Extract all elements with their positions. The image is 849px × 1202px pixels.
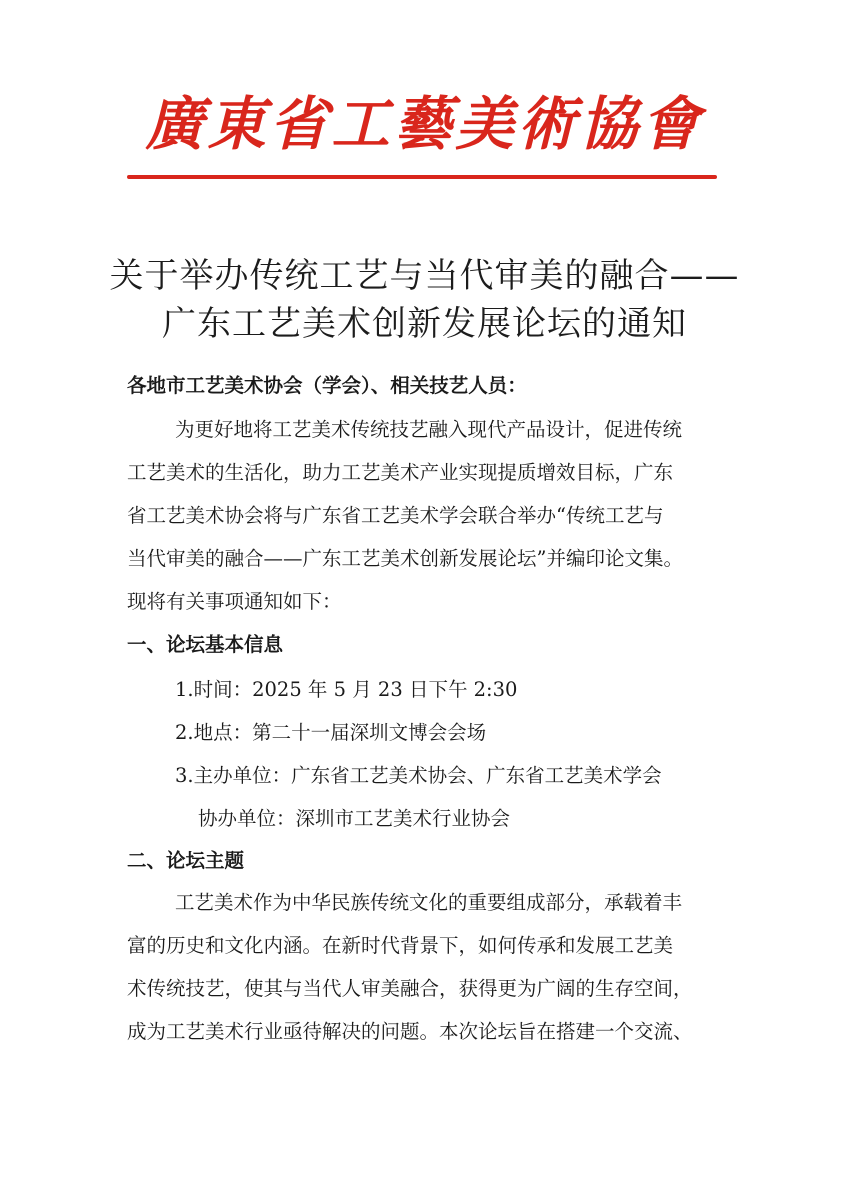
- section-2-heading: 二、论坛主题: [127, 849, 245, 872]
- theme-line: 成为工艺美术行业亟待解决的问题。本次论坛旨在搭建一个交流、: [127, 1020, 693, 1043]
- section-1-heading: 一、论坛基本信息: [127, 633, 284, 656]
- intro-line: 工艺美术的生活化，助力工艺美术产业实现提质增效目标，广东: [127, 461, 674, 484]
- info-item-co-organizer: 协办单位：深圳市工艺美术行业协会: [198, 807, 511, 830]
- info-item-time: 1.时间：2025 年 5 月 23 日下午 2:30: [175, 678, 518, 701]
- document-title-line-1: 关于举办传统工艺与当代审美的融合——: [109, 256, 740, 296]
- theme-line: 工艺美术作为中华民族传统文化的重要组成部分，承载着丰: [175, 891, 683, 914]
- intro-line: 省工艺美术协会将与广东省工艺美术学会联合举办“传统工艺与: [127, 504, 664, 527]
- letterhead-red-rule: [127, 175, 717, 179]
- intro-line: 现将有关事项通知如下：: [127, 590, 342, 613]
- intro-line: 当代审美的融合——广东工艺美术创新发展论坛”并编印论文集。: [127, 547, 683, 570]
- info-item-venue: 2.地点：第二十一届深圳文博会会场: [175, 721, 487, 744]
- salutation: 各地市工艺美术协会（学会）、相关技艺人员：: [127, 374, 527, 397]
- intro-line: 为更好地将工艺美术传统技艺融入现代产品设计，促进传统: [175, 418, 683, 441]
- theme-line: 富的历史和文化内涵。在新时代背景下，如何传承和发展工艺美: [127, 934, 674, 957]
- document-title-line-2: 广东工艺美术创新发展论坛的通知: [162, 304, 687, 344]
- theme-line: 术传统技艺，使其与当代人审美融合，获得更为广阔的生存空间，: [127, 977, 693, 1000]
- letterhead-org-name: 廣東省工藝美術協會: [145, 90, 704, 158]
- info-item-organizer: 3.主办单位：广东省工艺美术协会、广东省工艺美术学会: [175, 764, 662, 787]
